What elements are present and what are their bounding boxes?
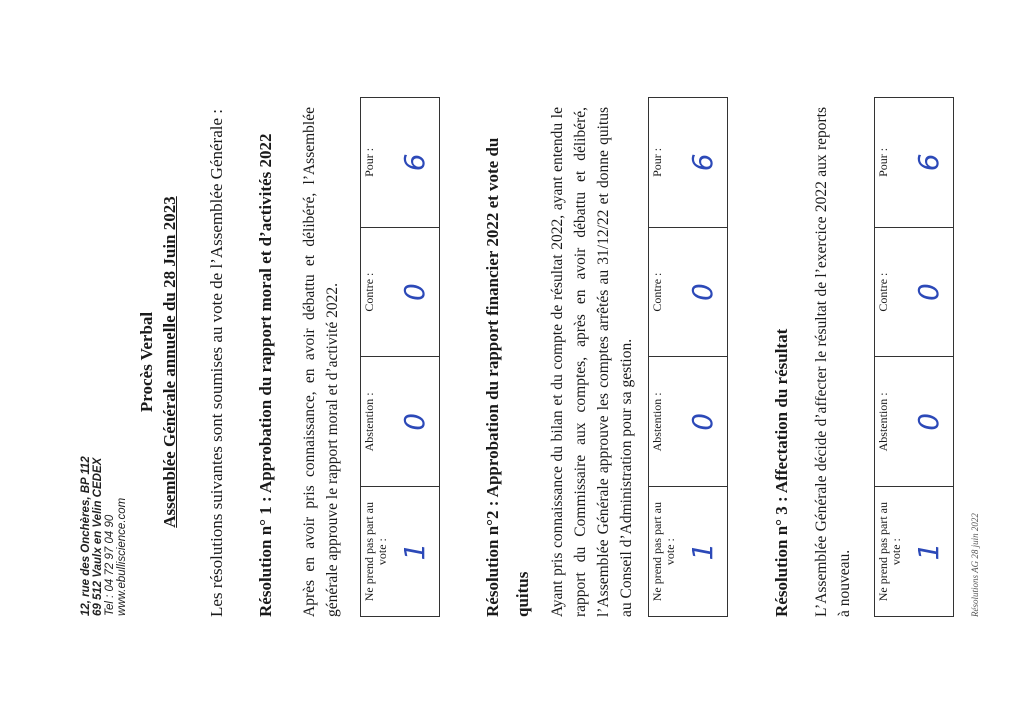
- handwritten-count: 0: [912, 412, 945, 431]
- vote-cell-abs-none: [649, 487, 728, 617]
- resolution-1-vote-table: [360, 97, 440, 617]
- vote-label: Pour :: [362, 147, 376, 177]
- vote-cell-pour: [649, 98, 728, 228]
- handwritten-count: 0: [686, 412, 719, 431]
- handwritten-count: 1: [398, 542, 431, 561]
- page-footer: Résolutions AG 28 juin 2022: [970, 513, 980, 617]
- vote-label: Pour :: [650, 147, 664, 177]
- handwritten-count: 1: [686, 542, 719, 561]
- resolution-3-text: L’Assemblée Générale décide d’affecter le résultat de l’exercice 2022 aux reports à nouveau.: [813, 107, 853, 617]
- vote-cell-contre: [361, 227, 440, 357]
- handwritten-count: 0: [686, 283, 719, 302]
- resolution-2-title: Résolution n°2 : Approbation du rapport financier 2022 et vote du quitus: [483, 137, 532, 617]
- vote-label: Pour :: [876, 147, 890, 177]
- vote-cell-abstention: [875, 357, 954, 487]
- vote-cell-abs-none: [875, 487, 954, 617]
- resolution-2-text: Ayant pris connaissance du bilan et du compte de résultat 2022, ayant entendu le rapport du Commissaire aux comptes, après en avoir débattu et délibéré, l’Assemblée Générale approuve les comptes arrêtés au 31/12/22 et donne quitus au Conseil d’Administration pour sa gestion.: [549, 107, 635, 617]
- vote-label: Contre :: [650, 272, 664, 312]
- vote-label: Abstention :: [362, 392, 376, 452]
- vote-label: Ne prend pas part au vote :: [362, 501, 389, 602]
- handwritten-count: 6: [398, 153, 431, 172]
- handwritten-count: 0: [398, 412, 431, 431]
- vote-cell-contre: [649, 227, 728, 357]
- resolution-2-vote-table: [648, 97, 728, 617]
- vote-label: Contre :: [876, 272, 890, 312]
- address-line: Tel : 04 72 97 04 90: [104, 514, 116, 616]
- handwritten-count: 6: [686, 153, 719, 172]
- document-title: Procès Verbal: [137, 311, 156, 413]
- address-line: 12, rue des Onchères, BP 112: [80, 456, 92, 616]
- vote-cell-abstention: [361, 357, 440, 487]
- resolution-3-vote-table: [874, 97, 954, 617]
- address-line: www.ebulliscience.com: [116, 497, 128, 616]
- handwritten-count: 6: [912, 153, 945, 172]
- vote-cell-abstention: [649, 357, 728, 487]
- resolution-1-title: Résolution n° 1 : Approbation du rapport moral et d’activités 2022: [256, 133, 275, 617]
- vote-cell-pour: [361, 98, 440, 228]
- handwritten-count: 1: [912, 542, 945, 561]
- vote-label: Abstention :: [876, 392, 890, 452]
- document-subtitle: Assemblée Générale annuelle du 28 Juin 2023: [160, 196, 179, 528]
- handwritten-count: 0: [912, 283, 945, 302]
- resolution-1-text: Après en avoir pris connaissance, en avoir débattu et délibéré, l’Assemblée générale approuve le rapport moral et d’activité 2022.: [301, 107, 341, 617]
- vote-label: Ne prend pas part au vote :: [650, 501, 677, 602]
- vote-label: Contre :: [362, 272, 376, 312]
- address-line: 69 512 Vaulx en Velin CEDEX: [92, 457, 104, 616]
- vote-cell-pour: [875, 98, 954, 228]
- vote-label: Ne prend pas part au vote :: [876, 501, 903, 602]
- address-block: [80, 456, 128, 616]
- handwritten-count: 0: [398, 283, 431, 302]
- resolution-3-title: Résolution n° 3 : Affectation du résultat: [772, 328, 791, 617]
- vote-label: Abstention :: [650, 392, 664, 452]
- vote-cell-contre: [875, 227, 954, 357]
- intro-text: Les résolutions suivantes sont soumises au vote de l’Assemblée Générale :: [207, 109, 226, 617]
- vote-cell-abs-none: [361, 487, 440, 617]
